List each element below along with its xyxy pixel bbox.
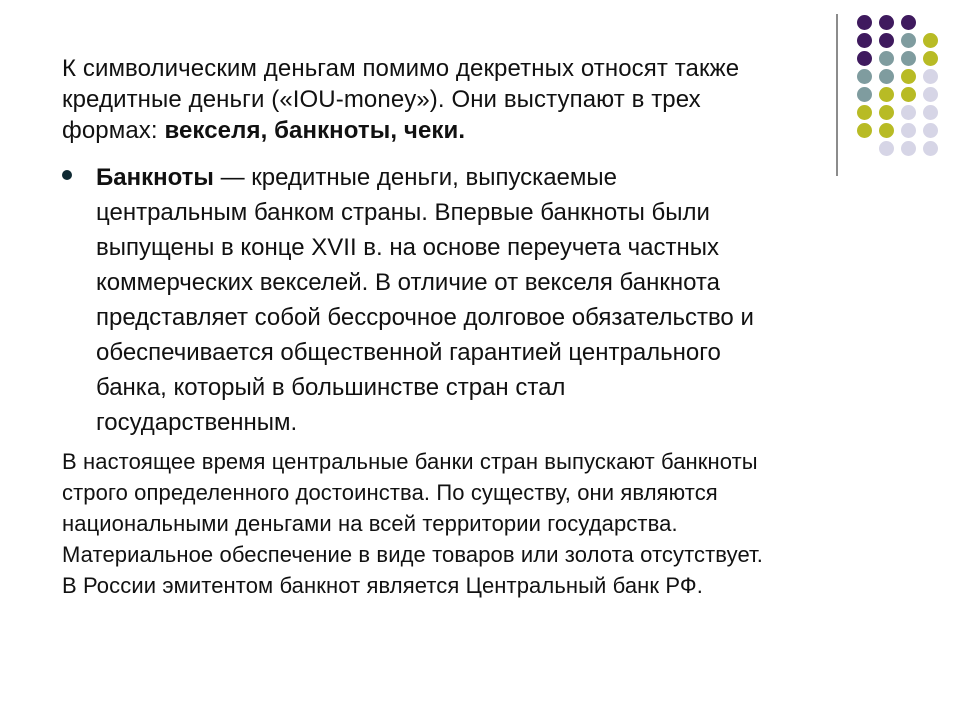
bullet-line-rest: — кредитные деньги, выпускаемые [213, 164, 617, 191]
closing-line: Материальное обеспечение в виде товаров или золота отсутствует. [62, 542, 764, 567]
intro-line: К символическим деньгам помимо декретных относят также [62, 55, 740, 82]
intro-line [62, 115, 882, 146]
intro-line-prefix: формах: [62, 117, 165, 144]
closing-line: В настоящее время центральные банки стран выпускают банкноты [62, 449, 758, 474]
decorative-dot [857, 15, 872, 30]
bullet-line: государственным. [96, 409, 298, 436]
decorative-dot [901, 15, 916, 30]
bullet-line: выпущены в конце XVII в. на основе переучета частных [96, 234, 720, 261]
decorative-dot [923, 51, 938, 66]
decorative-dot [923, 105, 938, 120]
decorative-dot [879, 33, 894, 48]
decorative-dot [901, 69, 916, 84]
bullet-line: обеспечивается общественной гарантией центрального [96, 339, 721, 366]
decorative-dot [879, 15, 894, 30]
intro-line: кредитные деньги («IOU-money»). Они выступают в трех [62, 86, 701, 113]
decorative-dot [923, 141, 938, 156]
closing-line: строго определенного достоинства. По существу, они являются [62, 480, 718, 505]
bullet-line: представляет собой бессрочное долговое обязательство и [96, 304, 754, 331]
closing-line: В России эмитентом банкнот является Центральный банк РФ. [62, 573, 703, 598]
decorative-dot [901, 105, 916, 120]
intro-paragraph [62, 53, 882, 146]
bullet-line: центральным банком страны. Впервые банкноты были [96, 199, 710, 226]
decorative-dot [923, 87, 938, 102]
intro-forms-emphasis: векселя, банкноты, чеки. [164, 117, 466, 144]
decorative-dot [901, 51, 916, 66]
bullet-point-icon [62, 170, 72, 180]
closing-line: национальными деньгами на всей территории государства. [62, 511, 678, 536]
bullet-term: Банкноты [96, 164, 214, 191]
decorative-dot [901, 33, 916, 48]
bullet-text [96, 160, 936, 440]
bullet-line: коммерческих векселей. В отличие от векселя банкнота [96, 269, 720, 296]
bullet-line: банка, который в большинстве стран стал [96, 374, 566, 401]
decorative-dot [923, 69, 938, 84]
closing-paragraph [62, 446, 942, 601]
decorative-dot [857, 33, 872, 48]
decorative-dot [901, 87, 916, 102]
decorative-dot [923, 123, 938, 138]
decorative-dot [923, 33, 938, 48]
decorative-dot [901, 141, 916, 156]
decorative-dot [901, 123, 916, 138]
bullet-line [96, 160, 936, 195]
